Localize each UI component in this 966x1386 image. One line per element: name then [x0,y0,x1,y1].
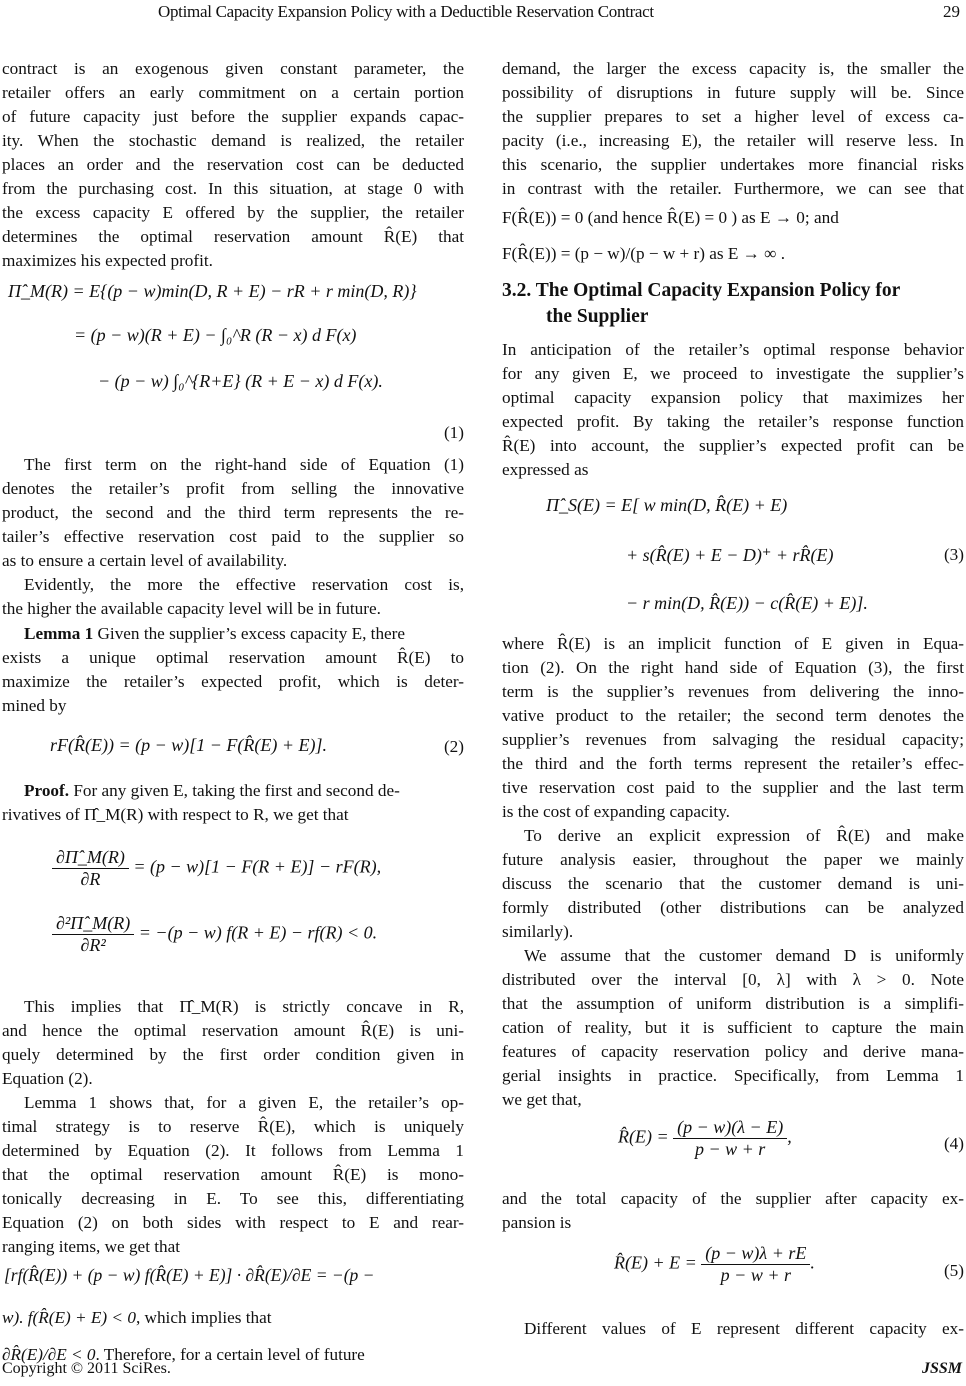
punctuation: . [810,1252,815,1273]
differentiated-equation-line-1: [rf(R̂(E)) + (p − w) f(R̂(E) + E)] · ∂R̂(E)/∂E = −(p − [4,1265,375,1285]
page-number: 29 [943,2,960,21]
inequality: w). f(R̂(E) + E) < 0 [2,1308,136,1327]
text-line: quely determined by the first order condition given in [2,1045,464,1064]
equation-1-line-1: Π̂_M(R) = E{(p − w)min(D, R + E) − rR + r min(D, R)} [8,281,417,301]
text-line: cation of reality, but it is sufficient to capture the main [502,1018,964,1037]
text: , which implies that [135,1308,272,1327]
inequality: ∂R̂(E)/∂E < 0 [2,1345,96,1364]
equation-rhs: = −(p − w) f(R + E) − rf(R) < 0. [138,922,378,943]
first-derivative-equation [52,847,381,890]
journal-abbreviation: JSSM [921,1360,962,1377]
limit-statement-1: F(R̂(E)) = 0 (and hence R̂(E) = 0 ) as E → 0; and [502,208,839,227]
text-line: supplier’s revenues from salvaging the residual capacity; [502,730,964,749]
text-line: Evidently, the more the effective reservation cost is, [24,575,464,594]
text-line: In anticipation of the retailer’s optimal response behavior [502,340,964,359]
text-line: demand, the larger the excess capacity is, the smaller the [502,59,964,78]
text-line: features of capacity reservation policy and derive mana- [502,1042,964,1061]
copyright-notice: Copyright © 2011 SciRes. [2,1360,171,1377]
equation-lhs: R̂(E) + E = [614,1252,697,1273]
text-line: the third and the forth terms represent the retailer’s effec- [502,754,964,773]
text-line: Equation (2) on both sides with respect to E and rear- [2,1213,464,1232]
text-line: the supplier prepares to set a higher level of excess ca- [502,107,964,126]
text-line: We assume that the customer demand D is uniformly [524,946,964,965]
text-line: To derive an explicit expression of R̂(E) and make [524,826,964,845]
fraction-denominator: p − w + r [695,1139,766,1159]
text-line: tive reservation cost paid to the supplier and the last term [502,778,964,797]
running-header [0,2,966,24]
text-line: possibility of disruptions in future supply will be. Since [502,83,964,102]
text-line: term is the supplier’s revenues from delivering the inno- [502,682,964,701]
text-line: we get that, [502,1090,582,1109]
lemma-1 [2,622,464,646]
text-line: Equation (2). [2,1069,93,1088]
punctuation: , [787,1126,792,1147]
text-line: retailer offers an early commitment on a certain portion [2,83,464,102]
text-line: gerial insights in practice. Specifically, from Lemma 1 [502,1066,964,1085]
text-line: determined by Equation (2). It follows from Lemma 1 [2,1141,464,1160]
text-line: mined by [2,696,67,715]
equation-1-line-3: − (p − w) ∫₀^{R+E} (R + E − x) d F(x). [98,371,383,391]
lemma-text: Given the supplier’s excess capacity E, there [93,624,406,643]
text-line: maximize the retailer’s expected profit, which is deter- [2,672,464,691]
text-line: Different values of E represent different capacity ex- [524,1319,964,1338]
text-line: in contrast with the retailer. Furthermore, we can see that [502,179,964,198]
text-line: denotes the retailer’s profit from selling the innovative [2,479,464,498]
text-line: vative product to the retailer; the second term denotes the [502,706,964,725]
text-line: places an order and the reservation cost can be deducted [2,155,464,174]
fraction-numerator: ∂Π̂_M(R) [52,847,129,869]
fraction-numerator: ∂²Π̂_M(R) [52,913,134,935]
proof-text: For any given E, taking the first and second de- [69,781,400,800]
proof [2,779,464,803]
text-line: ity. When the stochastic demand is realized, the retailer [2,131,464,150]
text-line: future analysis easier, throughout the paper we mainly [502,850,964,869]
equation-lhs: R̂(E) = [618,1126,669,1147]
differentiated-equation-line-2 [2,1306,464,1330]
text-line: expected profit. By taking the retailer’s response function [502,412,964,431]
text-line: rivatives of Π̂_M(R) with respect to R, we get that [2,805,349,824]
text-line: where R̂(E) is an implicit function of E given in Equa- [502,634,964,653]
text: . Therefore, for a certain level of future [95,1345,365,1364]
text-line: product, the second and the third term represents the re- [2,503,464,522]
text-line: and the total capacity of the supplier after capacity ex- [502,1189,964,1208]
text-line: as to ensure a certain level of availability. [2,551,288,570]
equation-3-line-1: Π̂_S(E) = E[ w min(D, R̂(E) + E) [546,495,788,515]
equation-3-line-2: + s(R̂(E) + E − D)⁺ + rR̂(E) [626,545,834,565]
fraction-denominator: ∂R² [80,935,106,955]
text-line: the excess capacity E offered by the supplier, the retailer [2,203,464,222]
text-line: tonically decreasing in E. To see this, differentiating [2,1189,464,1208]
equation-2: rF(R̂(E)) = (p − w)[1 − F(R̂(E) + E)]. [50,735,328,755]
text-line: for any given E, we proceed to investigate the supplier’s [502,364,964,383]
limit-statement-2: F(R̂(E)) = (p − w)/(p − w + r) as E → ∞ . [502,244,786,263]
equation-4 [618,1117,792,1160]
text-line: distributed over the interval [0, λ] with λ > 0. Note [502,970,964,989]
lemma-label: Lemma 1 [24,624,94,643]
equation-3-line-3: − r min(D, R̂(E)) − c(R̂(E) + E)]. [626,593,868,613]
second-derivative-equation [52,913,377,956]
fraction-denominator: ∂R [80,869,101,889]
fraction-denominator: p − w + r [720,1265,791,1285]
equation-5 [614,1243,815,1286]
equation-1-number: (1) [443,423,464,442]
text-line: from the purchasing cost. In this situation, at stage 0 with [2,179,464,198]
text-line: and hence the optimal reservation amount R̂(E) is uni- [2,1021,464,1040]
text-line: this scenario, the supplier undertakes more financial risks [502,155,964,174]
fraction-numerator: (p − w)λ + rE [701,1243,810,1265]
text-line: contract is an exogenous given constant parameter, the [2,59,464,78]
text-line: expressed as [502,460,589,479]
equation-1-line-2: = (p − w)(R + E) − ∫₀^R (R − x) d F(x) [74,325,357,345]
text-line: that the assumption of uniform distribution is a simplifi- [502,994,964,1013]
equation-4-number: (4) [943,1134,964,1153]
text-line: pacity (i.e., increasing E), the retailer will reserve less. In [502,131,964,150]
text-line: optimal capacity expansion policy that maximizes her [502,388,964,407]
text-line: the higher the available capacity level will be in future. [2,599,381,618]
running-title: Optimal Capacity Expansion Policy with a Deductible Reservation Contract [158,2,654,21]
proof-label: Proof. [24,781,70,800]
text-line: is the cost of expanding capacity. [502,802,730,821]
equation-2-number: (2) [443,737,464,756]
fraction-numerator: (p − w)(λ − E) [673,1117,787,1139]
section-heading: 3.2. The Optimal Capacity Expansion Policy for [502,280,901,301]
text-line: The first term on the right-hand side of Equation (1) [24,455,464,474]
text-line: that the optimal reservation amount R̂(E) is mono- [2,1165,464,1184]
text-line: similarly). [502,922,574,941]
text-line: discuss the scenario that the customer demand is uni- [502,874,964,893]
text-line: of future capacity just before the supplier expands capac- [2,107,464,126]
equation-5-number: (5) [943,1261,964,1280]
text-line: formly distributed (other distributions can be analyzed [502,898,964,917]
equation-3-number: (3) [943,545,964,564]
section-heading-line-2: the Supplier [546,306,649,327]
text-line: ranging items, we get that [2,1237,181,1256]
text-line: Lemma 1 shows that, for a given E, the retailer’s op- [24,1093,464,1112]
text-line: R̂(E) into account, the supplier’s expected profit can be [502,436,964,455]
text-line: tion (2). On the right hand side of Equation (3), the first [502,658,964,677]
text-line: pansion is [502,1213,572,1232]
text-line: This implies that Π̂_M(R) is strictly concave in R, [24,997,464,1016]
text-line: timal strategy is to reserve R̂(E), which is uniquely [2,1117,464,1136]
text-line: maximizes his expected profit. [2,251,213,270]
text-line: tailer’s effective reservation cost paid to the supplier so [2,527,464,546]
text-line: exists a unique optimal reservation amount R̂(E) to [2,648,464,667]
equation-rhs: = (p − w)[1 − F(R + E)] − rF(R), [133,856,382,877]
text-line: determines the optimal reservation amount R̂(E) that [2,227,464,246]
